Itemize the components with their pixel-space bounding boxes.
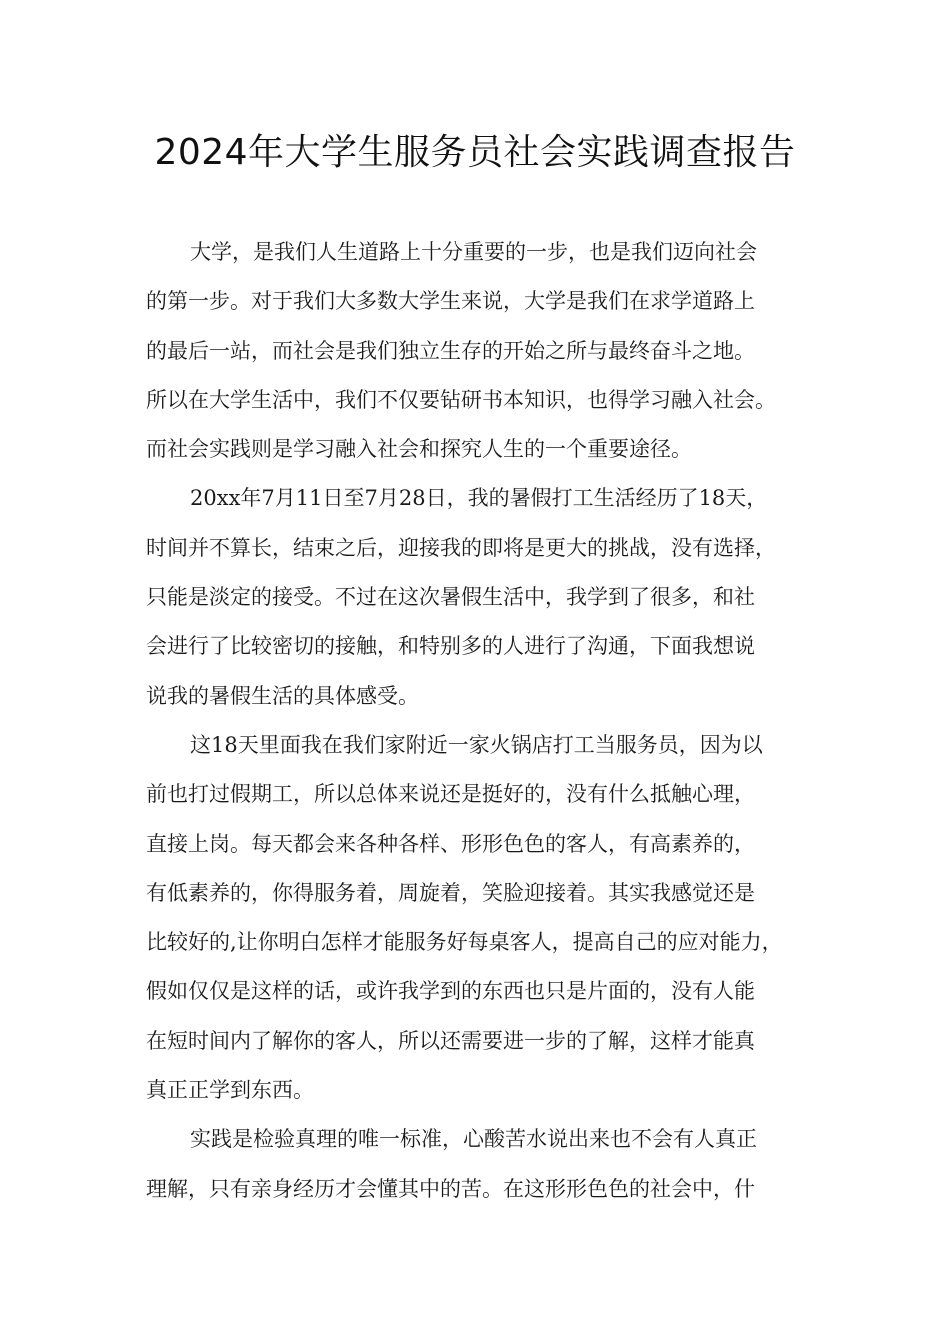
- paragraph-line: 所以在大学生活中，我们不仅要钻研书本知识，也得学习融入社会。: [146, 387, 776, 412]
- paragraph-line: 比较好的,让你明白怎样才能服务好每桌客人，提高自己的应对能力，: [146, 930, 783, 955]
- paragraph-line: 前也打过假期工，所以总体来说还是挺好的，没有什么抵触心理，: [146, 782, 755, 807]
- paragraph-line: 而社会实践则是学习融入社会和探究人生的一个重要途径。: [146, 437, 692, 462]
- paragraph-line: 的第一步。对于我们大多数大学生来说，大学是我们在求学道路上: [146, 289, 755, 314]
- paragraph-line: 时间并不算长，结束之后，迎接我的即将是更大的挑战，没有选择，: [146, 535, 776, 560]
- paragraph-line: 说我的暑假生活的具体感受。: [146, 683, 419, 708]
- paragraph-line: 只能是淡定的接受。不过在这次暑假生活中，我学到了很多，和社: [146, 585, 755, 610]
- paragraph-line: 的最后一站，而社会是我们独立生存的开始之所与最终奋斗之地。: [146, 338, 755, 363]
- paragraph-line: 理解，只有亲身经历才会懂其中的苦。在这形形色色的社会中，什: [146, 1176, 755, 1201]
- paragraph-line: 假如仅仅是这样的话，或许我学到的东西也只是片面的，没有人能: [146, 979, 755, 1004]
- paragraph-line: 直接上岗。每天都会来各种各样、形形色色的客人，有高素养的，: [146, 831, 755, 856]
- paragraph-first-line: 20xx年7月11日至7月28日，我的暑假打工生活经历了18天，: [190, 486, 768, 511]
- paragraph-first-line: 大学，是我们人生道路上十分重要的一步，也是我们迈向社会: [190, 240, 757, 264]
- paragraph-line: 在短时间内了解你的客人，所以还需要进一步的了解，这样才能真: [146, 1028, 755, 1053]
- document-title: 2024年大学生服务员社会实践调查报告: [154, 132, 796, 173]
- paragraph-line: 真正正学到东西。: [146, 1078, 314, 1103]
- paragraph-first-line: 这18天里面我在我们家附近一家火锅店打工当服务员，因为以: [190, 732, 763, 757]
- paragraph-line: 会进行了比较密切的接触，和特别多的人进行了沟通，下面我想说: [146, 634, 755, 659]
- document-body: [146, 228, 814, 1214]
- paragraph-first-line: 实践是检验真理的唯一标准，心酸苦水说出来也不会有人真正: [190, 1127, 757, 1152]
- paragraph-line: 有低素养的，你得服务着，周旋着，笑脸迎接着。其实我感觉还是: [146, 880, 755, 905]
